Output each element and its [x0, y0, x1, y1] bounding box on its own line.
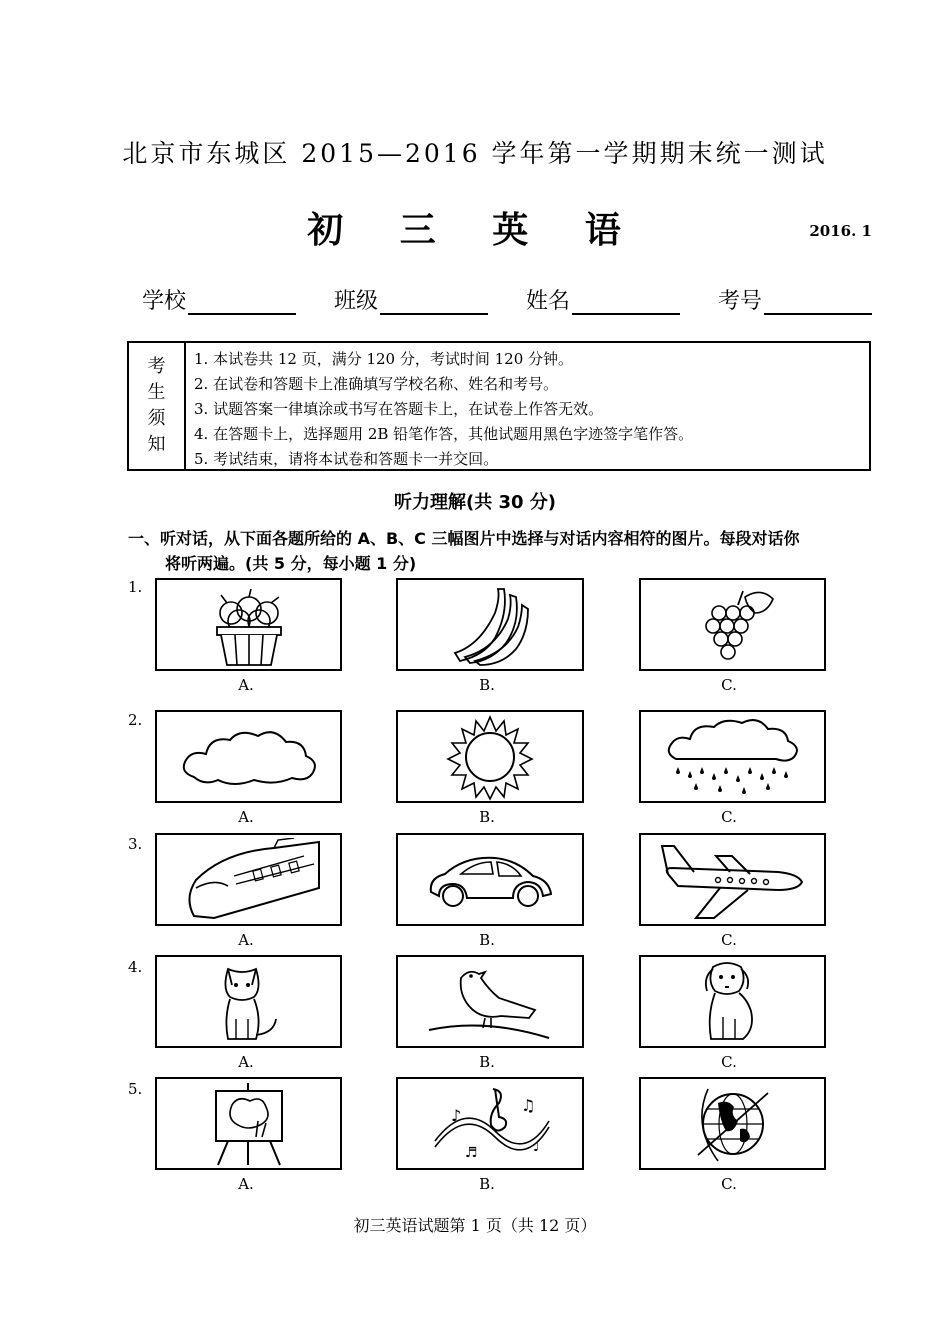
option-box-5c[interactable] [639, 1077, 826, 1170]
grapes-icon [683, 583, 783, 667]
notice-label-char: 考 [147, 356, 166, 377]
option-label: C. [721, 1175, 737, 1193]
name-blank[interactable] [572, 289, 680, 315]
option-box-4b[interactable] [396, 955, 584, 1048]
option-label: A. [238, 1175, 254, 1193]
student-info-fields [142, 284, 872, 315]
cloud-icon [174, 722, 324, 792]
school-field[interactable] [142, 284, 296, 315]
class-label: 班级 [333, 289, 378, 314]
question-number: 3. [128, 835, 143, 853]
section-instructions [128, 526, 878, 576]
instruction-line: 将听两遍。(共 5 分，每小题 1 分) [165, 554, 417, 573]
option-label: A. [238, 931, 254, 949]
rain-cloud-icon [658, 715, 808, 799]
option-label: B. [479, 1175, 495, 1193]
option-box-5b[interactable] [396, 1077, 584, 1170]
exam-number-field[interactable] [718, 284, 872, 315]
notice-label [129, 343, 186, 469]
option-box-1c[interactable] [639, 578, 826, 671]
exam-number-label: 考号 [717, 289, 762, 314]
cat-icon [214, 959, 284, 1045]
bird-icon [425, 960, 555, 1044]
option-label: C. [721, 808, 737, 826]
notice-item: 3. 试题答案一律填涂或书写在答题卡上，在试卷上作答无效。 [194, 400, 604, 418]
dog-icon [693, 959, 773, 1045]
class-field[interactable] [334, 284, 488, 315]
option-label: B. [479, 1053, 495, 1071]
notice-label-char: 生 [147, 382, 166, 403]
notice-item: 2. 在试卷和答题卡上准确填写学校名称、姓名和考号。 [194, 375, 559, 393]
notice-item: 4. 在答题卡上，选择题用 2B 铅笔作答，其他试题用黑色字迹签字笔作答。 [194, 425, 694, 443]
sun-icon [446, 713, 534, 801]
exam-date: 2016. 1 [809, 222, 872, 240]
question-number: 2. [128, 711, 143, 729]
exam-number-blank[interactable] [764, 289, 872, 315]
option-box-3b[interactable] [396, 833, 584, 926]
option-box-4a[interactable] [155, 955, 342, 1048]
fruit-basket-icon [199, 583, 299, 667]
subject-title: 初 三 英 语 [307, 209, 643, 251]
svg-text:♩: ♩ [533, 1138, 540, 1155]
exam-title: 北京市东城区 2015—2016 学年第一学期期末统一测试 [122, 139, 828, 168]
instruction-line: 一、听对话，从下面各题所给的 A、B、C 三幅图片中选择与对话内容相符的图片。每段对话你 [128, 529, 800, 548]
banana-icon [440, 583, 540, 667]
school-blank[interactable] [188, 289, 296, 315]
option-box-2b[interactable] [396, 710, 584, 803]
notice-label-char: 须 [147, 408, 166, 429]
option-box-1a[interactable] [155, 578, 342, 671]
option-label: B. [479, 931, 495, 949]
option-label: B. [479, 808, 495, 826]
option-label: A. [238, 1053, 254, 1071]
option-label: C. [721, 931, 737, 949]
option-box-3a[interactable] [155, 833, 342, 926]
name-field[interactable] [526, 284, 680, 315]
airplane-icon [658, 838, 808, 922]
svg-text:♪: ♪ [451, 1105, 462, 1125]
class-blank[interactable] [380, 289, 488, 315]
option-label: B. [479, 676, 495, 694]
train-icon [174, 838, 324, 922]
option-label: C. [721, 676, 737, 694]
option-box-2a[interactable] [155, 710, 342, 803]
notice-items [186, 343, 869, 469]
option-box-4c[interactable] [639, 955, 826, 1048]
option-label: A. [238, 808, 254, 826]
globe-icon [688, 1081, 778, 1167]
svg-text:♫: ♫ [521, 1095, 536, 1115]
section-title: 听力理解(共 30 分) [393, 492, 557, 513]
car-icon [425, 848, 555, 912]
name-label: 姓名 [525, 289, 570, 314]
option-box-5a[interactable] [155, 1077, 342, 1170]
exam-notice-box [127, 341, 871, 471]
option-label: A. [238, 676, 254, 694]
notice-item: 5. 考试结束，请将本试卷和答题卡一并交回。 [194, 450, 499, 468]
option-box-2c[interactable] [639, 710, 826, 803]
notice-item: 1. 本试卷共 12 页，满分 120 分，考试时间 120 分钟。 [194, 350, 574, 368]
question-number: 4. [128, 958, 143, 976]
option-box-3c[interactable] [639, 833, 826, 926]
school-label: 学校 [142, 289, 187, 314]
option-box-1b[interactable] [396, 578, 584, 671]
page-footer: 初三英语试题第 1 页（共 12 页） [353, 1216, 597, 1235]
question-number: 5. [128, 1080, 143, 1098]
notice-label-char: 知 [147, 434, 166, 455]
music-notes-icon [425, 1081, 555, 1167]
easel-painting-icon [204, 1081, 294, 1167]
question-number: 1. [128, 578, 143, 596]
option-label: C. [721, 1053, 737, 1071]
svg-text:♬: ♬ [465, 1144, 478, 1161]
